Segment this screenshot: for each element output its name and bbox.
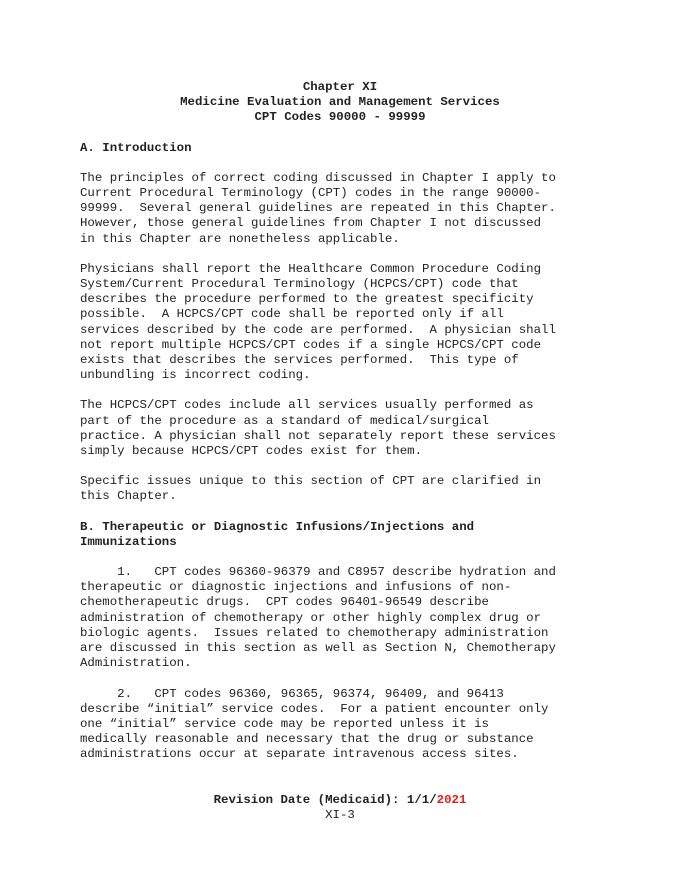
chapter-code-range: CPT Codes 90000 - 99999 <box>254 110 426 125</box>
revision-date <box>0 793 680 808</box>
numbered-paragraph: 2. CPT codes 96360, 96365, 96374, 96409, and 96413 describe “initial” service codes. For a patient encounter only one “initial” service code may be reported unless it is medically reasonable and necessary that the drug or substance administrations occur at separate intravenous access sites. <box>80 686 549 762</box>
page-number: XI-3 <box>325 808 355 823</box>
paragraph: The principles of correct coding discussed in Chapter I apply to Current Procedural Terminology (CPT) codes in the range 90000- 99999. Several general guidelines are repeated in this Chapter. However, those general guidelines from Chapter I not discussed in this Chapter are nonetheless applicable. <box>80 170 556 246</box>
section-a <box>80 141 600 505</box>
paragraph: The HCPCS/CPT codes include all services usually performed as part of the procedure as a standard of medical/surgical practice. A physician shall not separately report these services simply because HCPCS/CPT codes exist for them. <box>80 398 556 459</box>
numbered-paragraph: 1. CPT codes 96360-96379 and C8957 describe hydration and therapeutic or diagnostic injections and infusions of non- chemotherapeutic drugs. CPT codes 96401-96549 describe administration of chemotherapy or other highly complex drug or biologic agents. Issues related to chemotherapy administration are discussed in this section as well as Section N, Chemotherapy Administration. <box>80 565 556 671</box>
revision-year: 2021 <box>436 793 467 807</box>
section-b <box>80 520 600 763</box>
paragraph: Physicians shall report the Healthcare Common Procedure Coding System/Current Procedural Terminology (HCPCS/CPT) code that describes the procedure performed to the greatest specificity possible. A HCPCS/CPT code shall be reported only if all services described by the code are performed. A physician shall not report multiple HCPCS/CPT codes if a single HCPCS/CPT code exists that describes the services performed. This type of unbundling is incorrect coding. <box>80 261 556 383</box>
chapter-number: Chapter XI <box>302 80 378 94</box>
section-heading: A. Introduction <box>80 140 192 155</box>
revision-label: Revision Date (Medicaid): 1/1/ <box>213 793 437 807</box>
document-page <box>80 80 600 763</box>
page-footer <box>0 793 680 823</box>
chapter-header <box>0 80 680 126</box>
paragraph: Specific issues unique to this section of CPT are clarified in this Chapter. <box>80 474 542 504</box>
chapter-title: Medicine Evaluation and Management Services <box>180 95 500 110</box>
section-heading: B. Therapeutic or Diagnostic Infusions/Injections and Immunizations <box>80 519 475 549</box>
